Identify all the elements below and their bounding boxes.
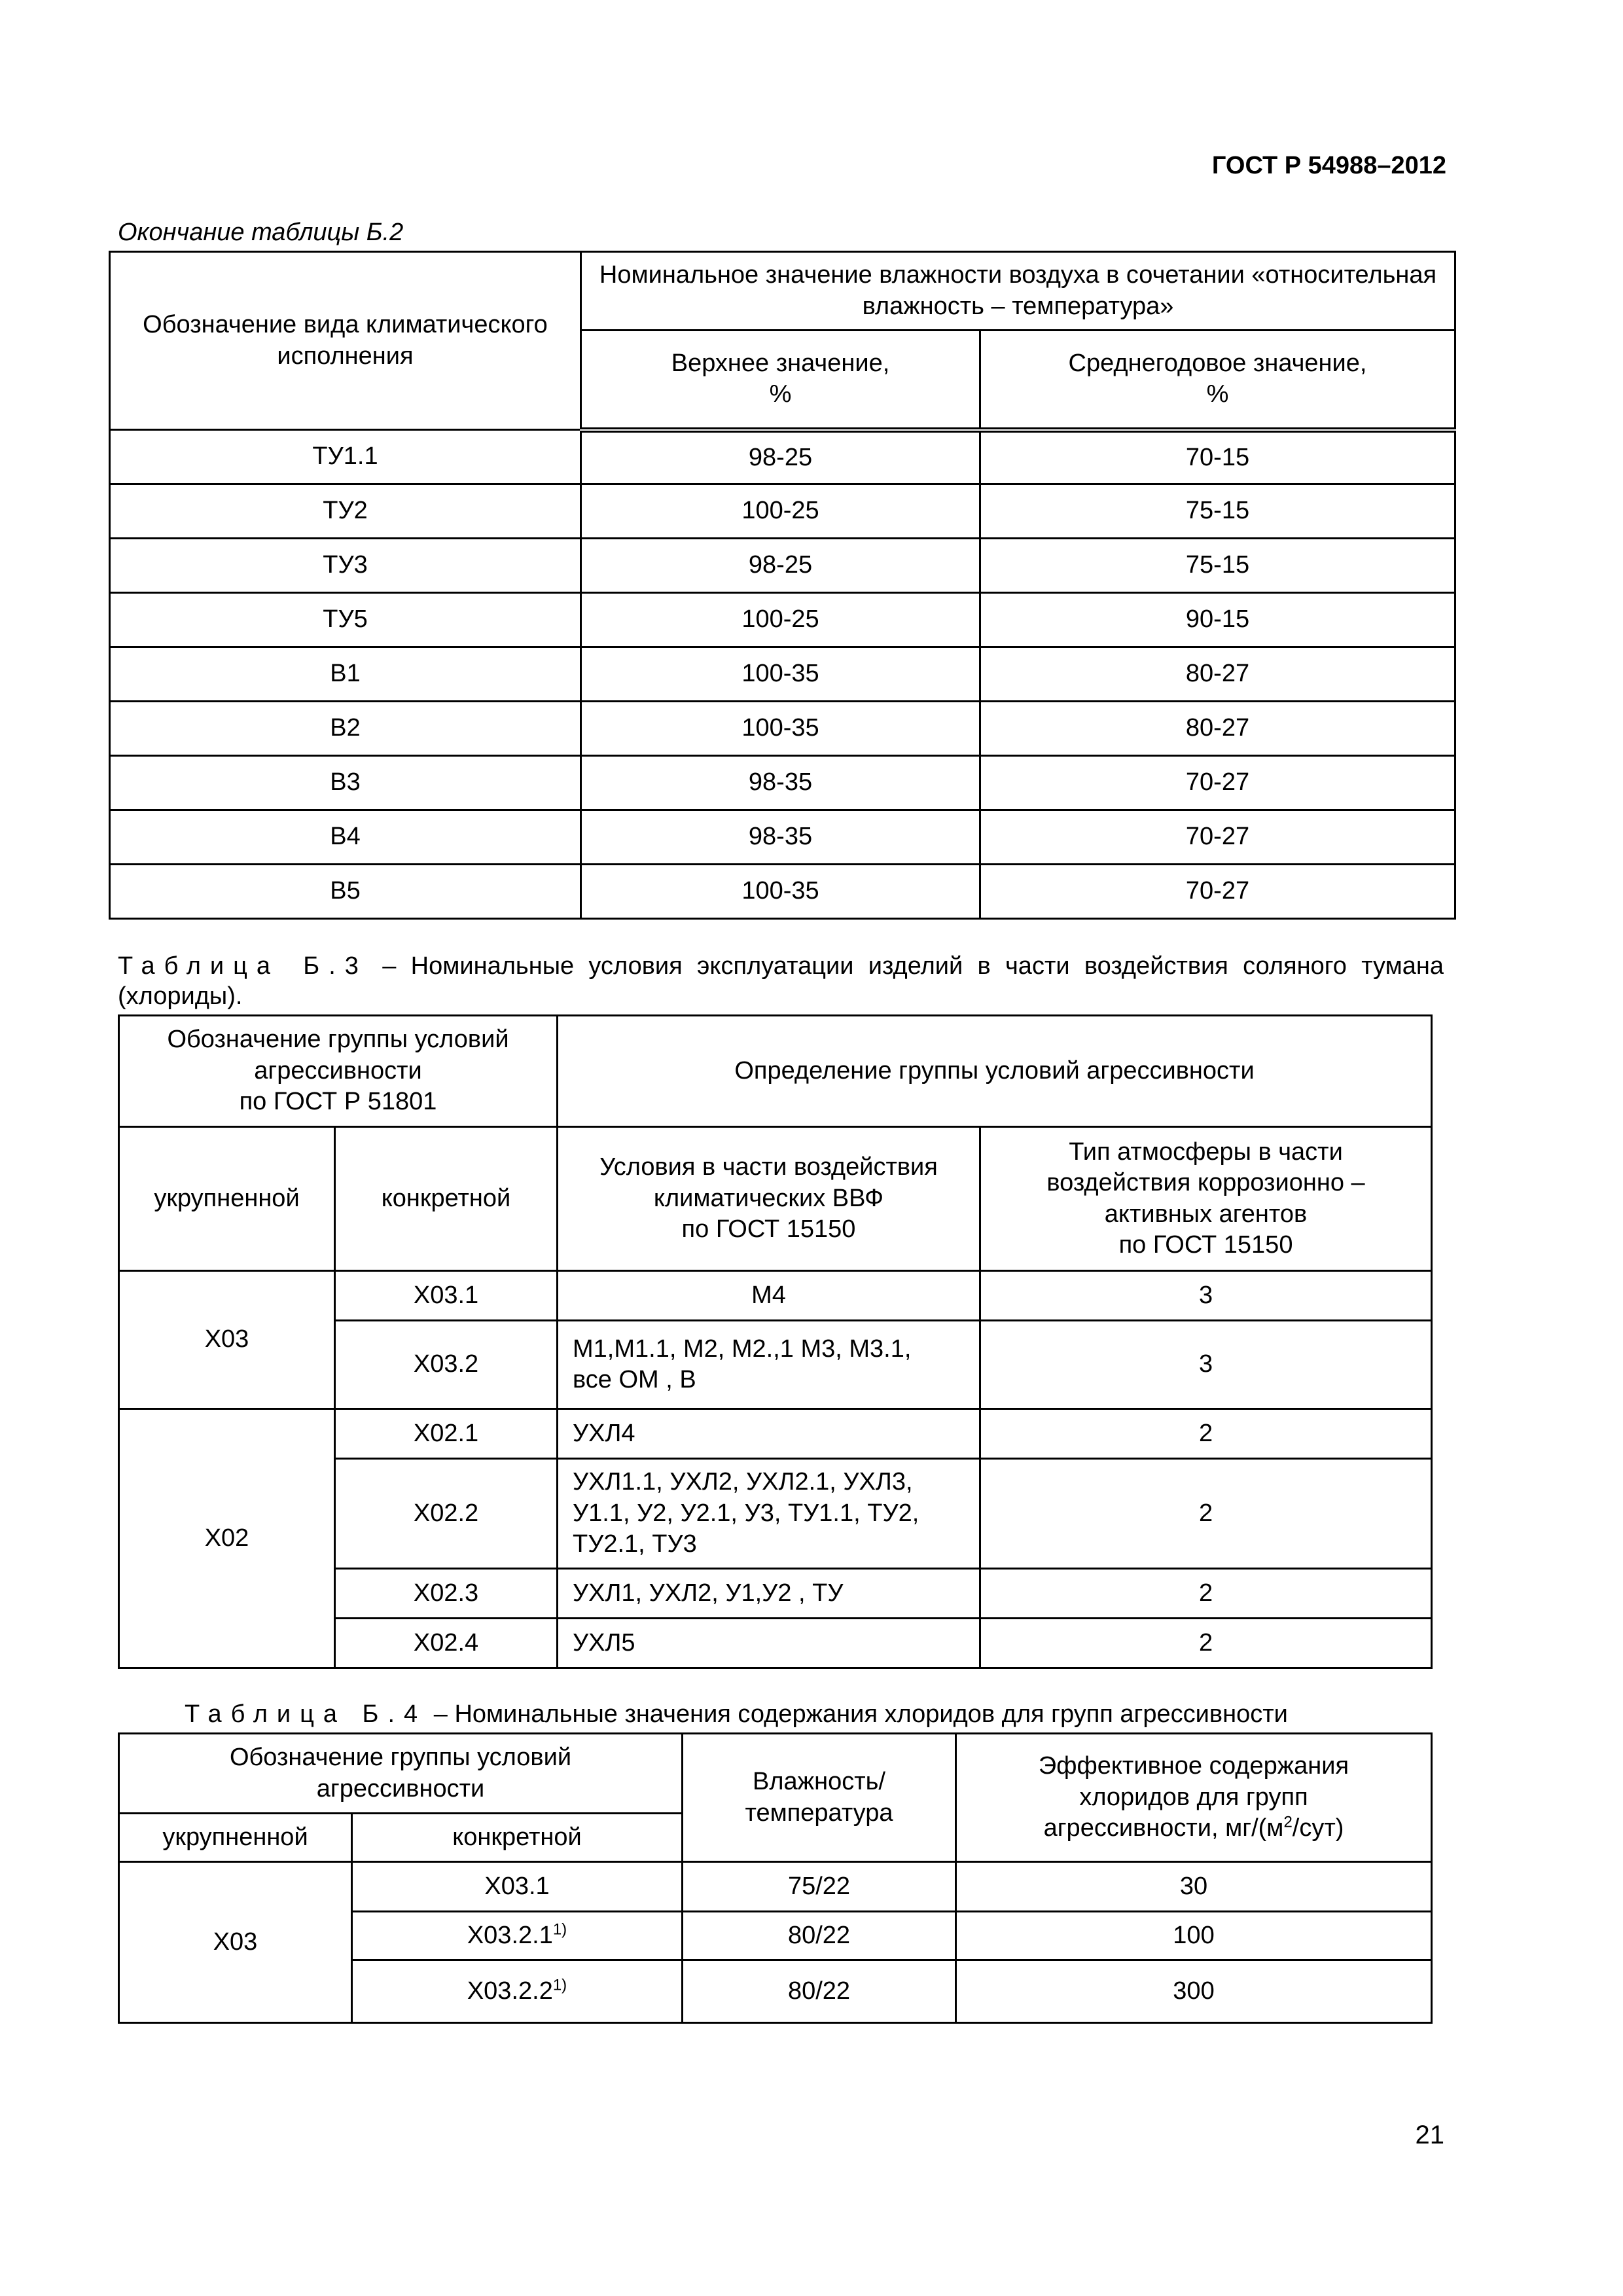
- table-cell: [352, 1912, 683, 1960]
- cell-text: Х03.1: [484, 1872, 550, 1900]
- cell-text: Условия в части воздействия: [599, 1153, 938, 1181]
- table-cell: УХЛ1, УХЛ2, У1,У2 , ТУ: [558, 1569, 980, 1619]
- table-b3-caption-text: – Номинальные условия эксплуатации изделий в части воздействия соляного тумана (хлориды).: [118, 952, 1444, 1010]
- table-cell: 90-15: [980, 593, 1455, 647]
- table-b4-header-enlarged: укрупненной: [119, 1814, 352, 1862]
- cell-text: [963, 1813, 1424, 1844]
- standard-header: ГОСТ Р 54988–2012: [1211, 152, 1446, 179]
- table-cell: 70-15: [980, 430, 1455, 484]
- table-cell: [558, 1321, 980, 1409]
- table-row: [110, 810, 1455, 865]
- table-b3-group-x02: Х02: [119, 1409, 335, 1668]
- table-b3-header-enlarged: укрупненной: [119, 1127, 335, 1271]
- table-cell: 98-35: [581, 810, 980, 865]
- table-cell: 98-25: [581, 539, 980, 593]
- table-row: [110, 593, 1455, 647]
- cell-text: /сут): [1292, 1814, 1344, 1842]
- table-cell: ТУ2: [110, 484, 581, 539]
- table-cell: 98-35: [581, 756, 980, 810]
- table-b3-header-definition: Определение группы условий агрессивности: [558, 1016, 1432, 1127]
- cell-text: все ОМ , В: [573, 1366, 696, 1393]
- table-row: [110, 865, 1455, 919]
- cell-text: активных агентов: [1104, 1200, 1308, 1228]
- table-row: [119, 1409, 1432, 1459]
- table-row: [110, 430, 1455, 484]
- cell-text: агрессивности: [254, 1056, 422, 1085]
- table-b4-group-x03: Х03: [119, 1862, 352, 2023]
- table-b3: [118, 1014, 1433, 1669]
- cell-text: М1,М1.1, М2, М2.,1 М3, М3.1,: [573, 1335, 912, 1363]
- table-cell: 80/22: [683, 1960, 956, 2023]
- cell-text: климатических ВВФ: [653, 1184, 884, 1212]
- cell-text: по ГОСТ Р 51801: [239, 1088, 437, 1116]
- cell-text: по ГОСТ 15150: [1118, 1231, 1293, 1259]
- cell-text: агрессивности: [316, 1774, 485, 1803]
- table-b2-header-annual: [980, 331, 1455, 430]
- cell-text: Х03.2.1: [467, 1921, 553, 1949]
- table-row: [110, 702, 1455, 756]
- table-row: [119, 1271, 1432, 1321]
- table-b4-header-group: [119, 1734, 683, 1814]
- table-cell: В5: [110, 865, 581, 919]
- cell-text: УХЛ1.1, УХЛ2, УХЛ2.1, УХЛ3,: [573, 1468, 913, 1496]
- table-cell: УХЛ4: [558, 1409, 980, 1459]
- table-b4-caption-text: – Номинальные значения содержания хлоридов для групп агрессивности: [433, 1700, 1288, 1728]
- cell-text: Обозначение группы условий: [167, 1026, 509, 1054]
- table-cell: Х02.3: [335, 1569, 558, 1619]
- cell-text: %: [769, 380, 792, 408]
- table-cell: 3: [980, 1321, 1432, 1409]
- cell-text: Эффективное содержания: [1038, 1752, 1349, 1780]
- table-b4-header-humidity: [683, 1734, 956, 1862]
- cell-text: Среднегодовое значение,: [1068, 349, 1367, 377]
- table-cell: В3: [110, 756, 581, 810]
- table-b3-header-atmosphere: [980, 1127, 1432, 1271]
- table-b3-header-conditions: [558, 1127, 980, 1271]
- table-cell: 98-25: [581, 430, 980, 484]
- table-cell: 2: [980, 1569, 1432, 1619]
- table-cell: ТУ1.1: [110, 430, 581, 484]
- table-cell: ТУ3: [110, 539, 581, 593]
- table-b4-header-specific: конкретной: [352, 1814, 683, 1862]
- table-cell: 100-25: [581, 484, 980, 539]
- table-row: [110, 756, 1455, 810]
- table-cell: 100-35: [581, 702, 980, 756]
- table-cell: 80/22: [683, 1912, 956, 1960]
- table-cell: 100-35: [581, 865, 980, 919]
- cell-text: хлоридов для групп: [1079, 1783, 1308, 1811]
- table-b2-header-humidity-group: Номинальное значение влажности воздуха в сочетании «относительная влажность – температура»: [581, 252, 1455, 331]
- table-cell: 300: [956, 1960, 1432, 2023]
- table-cell: 3: [980, 1271, 1432, 1321]
- table-b2-caption: Окончание таблицы Б.2: [118, 219, 404, 246]
- table-cell: 2: [980, 1409, 1432, 1459]
- table-cell: В4: [110, 810, 581, 865]
- table-cell: Х02.4: [335, 1619, 558, 1668]
- table-b4-caption: [185, 1700, 1288, 1729]
- footnote-marker: 1): [552, 1976, 567, 1994]
- cell-text: У1.1, У2, У2.1, У3, ТУ1.1, ТУ2,: [573, 1499, 919, 1527]
- table-cell: 70-27: [980, 810, 1455, 865]
- table-cell: Х02.1: [335, 1409, 558, 1459]
- page-number: 21: [1415, 2121, 1444, 2149]
- table-cell: [352, 1960, 683, 2023]
- table-cell: 75/22: [683, 1862, 956, 1912]
- cell-text: агрессивности, мг/(м: [1043, 1814, 1284, 1842]
- footnote-marker: 1): [552, 1920, 567, 1939]
- table-cell: В1: [110, 647, 581, 702]
- cell-text: по ГОСТ 15150: [681, 1215, 856, 1244]
- table-cell: 70-27: [980, 865, 1455, 919]
- table-b3-group-x03: Х03: [119, 1271, 335, 1409]
- table-cell: 2: [980, 1459, 1432, 1569]
- table-cell: Х03.1: [335, 1271, 558, 1321]
- table-b4-header-effective: [956, 1734, 1432, 1862]
- table-cell: Х03.2: [335, 1321, 558, 1409]
- table-b2-header-climatic-type: Обозначение вида климатического исполнения: [110, 252, 581, 430]
- table-b4-caption-label: Таблица Б.4: [185, 1700, 427, 1728]
- table-cell: 80-27: [980, 647, 1455, 702]
- table-b3-caption-label: Таблица Б.3: [118, 952, 368, 980]
- table-b3-caption: [118, 952, 1444, 1011]
- table-cell: 100-25: [581, 593, 980, 647]
- table-cell: 80-27: [980, 702, 1455, 756]
- table-row: [119, 1862, 1432, 1912]
- cell-text: Обозначение группы условий: [229, 1744, 572, 1771]
- table-cell: 70-27: [980, 756, 1455, 810]
- table-cell: [558, 1459, 980, 1569]
- table-row: [110, 647, 1455, 702]
- table-cell: 100-35: [581, 647, 980, 702]
- cell-text: Верхнее значение,: [671, 349, 890, 377]
- table-cell: [352, 1862, 683, 1912]
- table-b3-header-specific: конкретной: [335, 1127, 558, 1271]
- table-cell: 30: [956, 1862, 1432, 1912]
- table-cell: ТУ5: [110, 593, 581, 647]
- table-cell: 75-15: [980, 484, 1455, 539]
- cell-text: температура: [745, 1799, 893, 1827]
- table-b4: [118, 1732, 1433, 2024]
- table-b2: [109, 251, 1456, 920]
- footnote-marker: 2: [1283, 1813, 1293, 1831]
- table-row: [110, 539, 1455, 593]
- table-cell: В2: [110, 702, 581, 756]
- cell-text: Х03.2.2: [467, 1977, 553, 2005]
- table-cell: Х02.2: [335, 1459, 558, 1569]
- cell-text: Влажность/: [753, 1768, 885, 1795]
- table-cell: М4: [558, 1271, 980, 1321]
- cell-text: воздействия коррозионно –: [1046, 1169, 1365, 1196]
- cell-text: %: [1206, 380, 1229, 408]
- table-cell: 2: [980, 1619, 1432, 1668]
- table-b3-header-group: [119, 1016, 558, 1127]
- table-row: [110, 484, 1455, 539]
- table-cell: УХЛ5: [558, 1619, 980, 1668]
- cell-text: Тип атмосферы в части: [1069, 1138, 1343, 1166]
- table-cell: 75-15: [980, 539, 1455, 593]
- table-cell: 100: [956, 1912, 1432, 1960]
- cell-text: ТУ2.1, ТУ3: [573, 1530, 697, 1558]
- table-b2-header-upper: [581, 331, 980, 430]
